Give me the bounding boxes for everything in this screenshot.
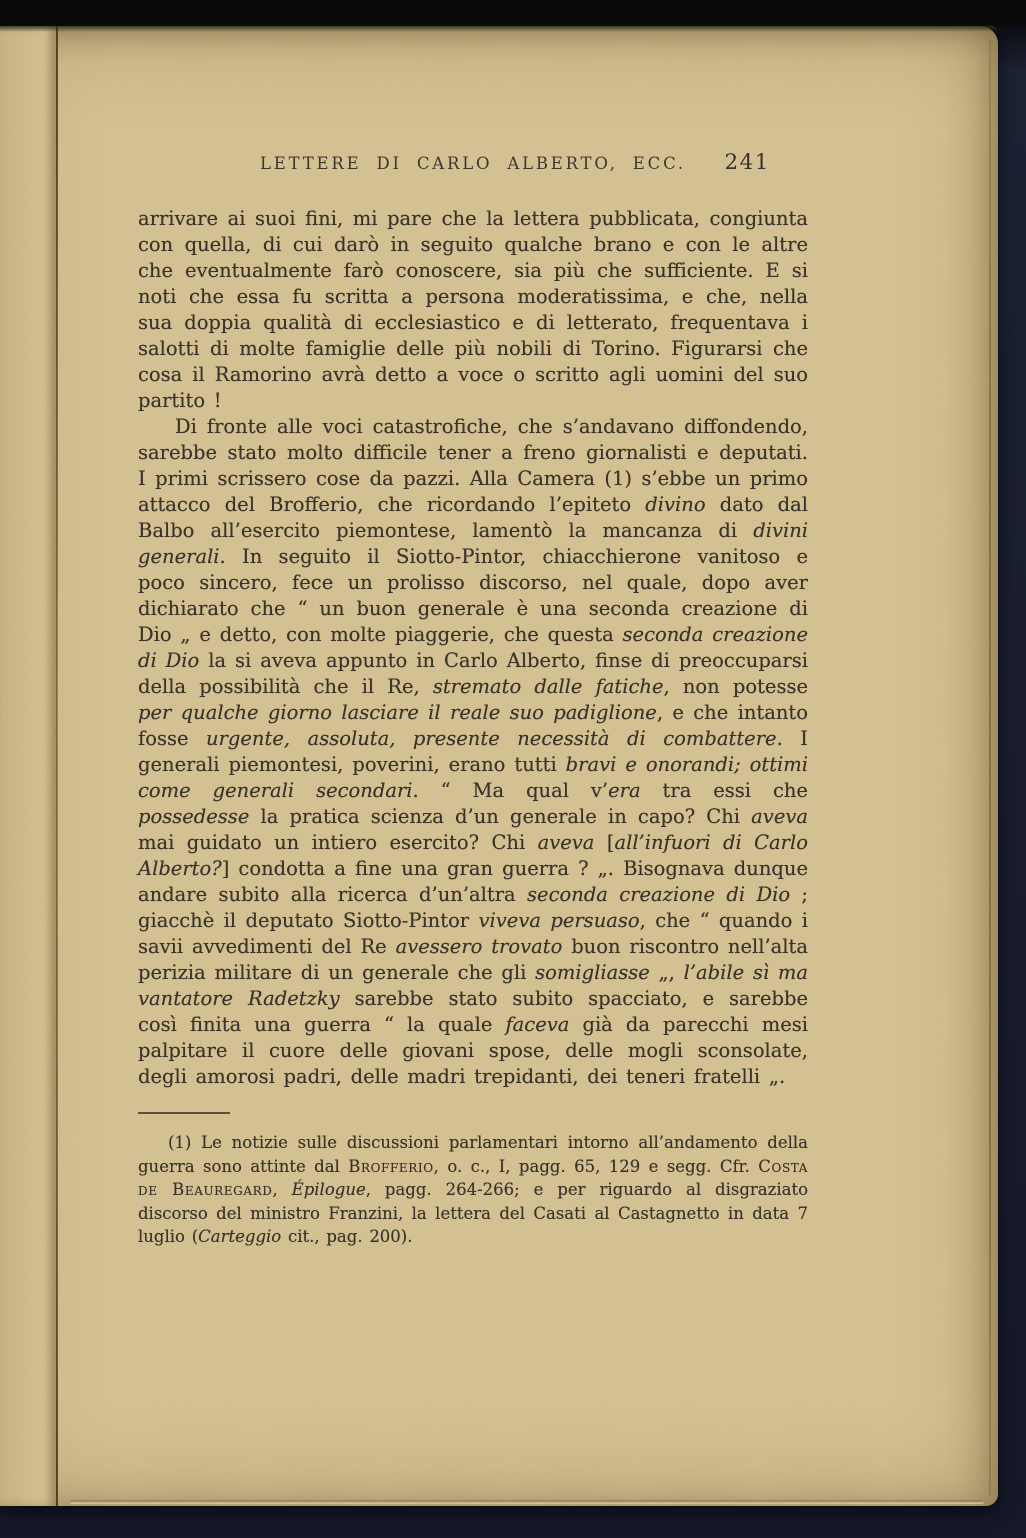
facing-page-edge	[0, 26, 57, 1506]
text-segment: ,	[272, 1180, 292, 1199]
text-segment: seconda creazione di Dio	[138, 623, 808, 672]
text-segment: già da parecchi mesi palpitare il cuore delle giovani spose, delle mogli sconsolate, degli amorosi padri, delle madri trepidanti, dei teneri fratelli „.	[138, 1013, 808, 1088]
text-segment: cit., pag. 200).	[281, 1227, 413, 1246]
text-segment: , e che intanto fosse	[138, 701, 809, 750]
paragraph	[138, 414, 808, 1090]
text-segment: aveva	[537, 831, 595, 854]
text-segment: aveva	[751, 805, 808, 828]
text-segment: urgente, assoluta, presente necessità di combattere	[206, 727, 777, 750]
text-segment: per qualche giorno lasciare il reale suo padiglione	[138, 701, 657, 724]
text-segment: ; giacchè il deputato Siotto-Pintor	[138, 883, 809, 932]
page-stack-edge-bottom	[70, 1500, 984, 1504]
text-segment: sarebbe stato subito spacciato, e sarebbe così finita una guerra “ la quale	[138, 987, 808, 1036]
text-segment: buon riscontro nell’alta perizia militare di un generale che gli	[138, 935, 808, 984]
text-segment: . In seguito il Siotto-Pintor, chiacchierone vanitoso e poco sincero, fece un prolisso discorso, nel quale, dopo aver dichiarato che “ un buon generale è una seconda creazione di Dio „ e detto, con molte piaggerie, che questa	[138, 545, 808, 646]
text-segment: Di fronte alle voci catastrofiche, che s’andavano diffondendo, sarebbe stato molto difficile tener a freno giornalisti e deputati. I primi scrissero cose da pazzi. Alla Camera (1) s’ebbe un primo attacco del Brofferio, che ricordando l’epiteto	[138, 415, 808, 516]
text-segment: l’abile sì ma vantatore Radetzky	[138, 961, 808, 1010]
text-segment: mai guidato un intiero esercito? Chi	[138, 831, 538, 854]
page-number: 241	[724, 150, 770, 175]
text-segment: avessero trovato	[395, 935, 563, 958]
text-segment: dato dal Balbo all’esercito piemontese, lamentò la mancanza di	[138, 493, 808, 542]
text-segment: , non potesse	[663, 675, 808, 698]
body-text	[138, 206, 808, 1090]
text-segment: „,	[649, 961, 684, 984]
text-segment: ] condotta a fine una gran guerra ? „. Bisognava dunque andare subito alla ricerca d’un’altra	[138, 857, 808, 906]
text-segment: arrivare ai suoi fini, mi pare che la lettera pubblicata, congiunta con quella, di cui darò in seguito qualche brano e con le altre che eventualmente farò conoscere, sia più che sufficiente. E si noti che essa fu scritta a persona moderatissima, e che, nella sua doppia qualità di ecclesiastico e di letterato, frequentava i salotti di molte famiglie delle più nobili di Torino. Figurarsi che cosa il Ramorino avrà detto a voce o scritto agli uomini del suo partito !	[138, 207, 808, 412]
text-segment: viveva persuaso	[478, 909, 640, 932]
page-content	[138, 150, 809, 1249]
text-segment: . I generali piemontesi, poverini, erano tutti	[138, 727, 808, 776]
page-stack-edge-right	[989, 40, 991, 1496]
text-segment: Brofferio	[348, 1156, 434, 1176]
text-segment: . “ Ma qual v’	[412, 779, 609, 802]
text-segment: divino	[645, 493, 706, 516]
gutter-fold-line	[56, 26, 58, 1506]
text-segment: la pratica scienza d’un generale in capo? Chi	[249, 805, 752, 828]
text-segment: somigliasse	[535, 961, 650, 984]
running-header	[138, 150, 808, 186]
header-title: LETTERE DI CARLO ALBERTO, ECC.	[260, 154, 686, 173]
text-segment: (1) Le notizie sulle discussioni parlamentari intorno all’andamento della guerra sono attinte dal	[138, 1133, 808, 1176]
text-segment: stremato dalle fatiche	[432, 675, 664, 698]
text-segment: seconda creazione di Dio	[527, 883, 791, 906]
text-segment: faceva	[505, 1013, 570, 1036]
text-segment: all’infuori di Carlo Alberto?	[138, 831, 808, 880]
paragraph	[138, 1131, 808, 1249]
text-segment: , che “ quando i savii avvedimenti del Re	[138, 909, 808, 958]
paragraph	[138, 206, 808, 414]
text-segment: la si aveva appunto in Carlo Alberto, finse di preoccuparsi della possibilità che il Re,	[138, 649, 808, 698]
footnote	[138, 1131, 808, 1249]
text-segment: , o. c., I, pagg. 65, 129 e segg. Cfr.	[433, 1156, 759, 1176]
text-segment: [	[594, 831, 615, 854]
footnote-separator	[138, 1112, 230, 1114]
text-segment: tra essi che	[640, 779, 808, 802]
page-top-edge	[0, 26, 998, 32]
text-segment: divini generali	[138, 519, 808, 568]
text-segment: , pagg. 264-266; e per riguardo al disgraziato discorso del ministro Franzini, la lettera del Casati al Castagnetto in data 7 luglio (	[138, 1180, 809, 1246]
text-segment: Épilogue	[291, 1180, 366, 1199]
text-segment: era	[608, 779, 641, 802]
book-page	[0, 26, 998, 1506]
text-segment: Carteggio	[198, 1227, 282, 1246]
text-segment: bravi e onorandi; ottimi come generali secondari	[138, 753, 809, 802]
text-segment: Costa de Beauregard	[138, 1156, 808, 1199]
text-segment: possedesse	[138, 805, 250, 828]
book-cover-edge	[0, 0, 1026, 24]
